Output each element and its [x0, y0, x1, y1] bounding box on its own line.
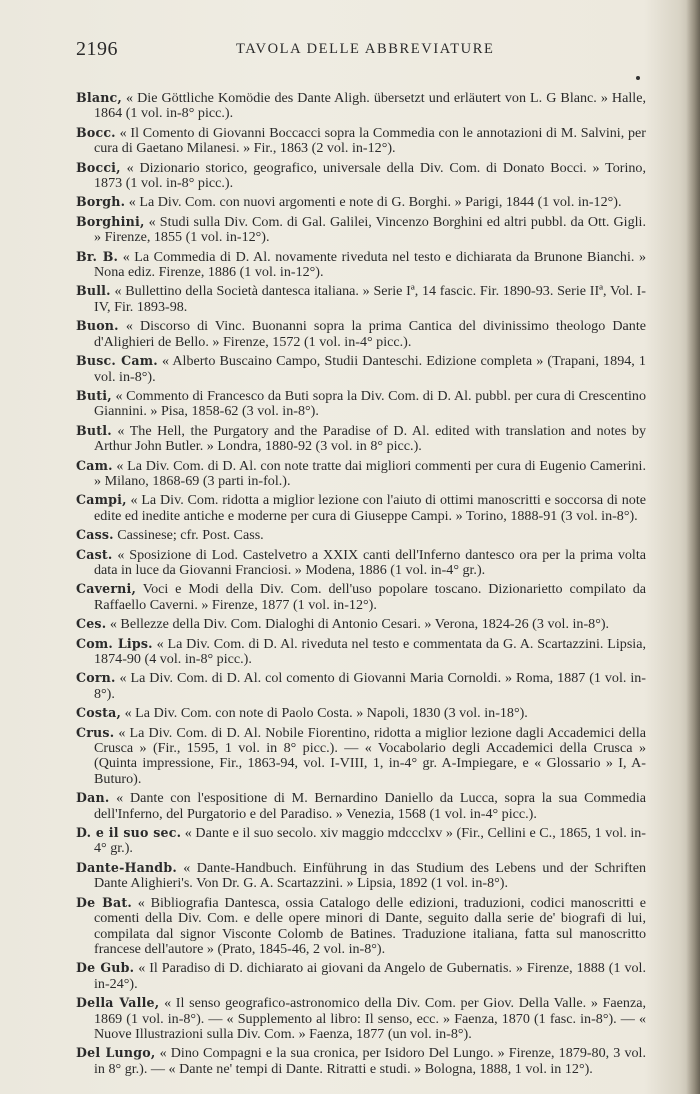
abbreviation-entry	[76, 527, 646, 543]
abbreviation-term: Blanc,	[76, 90, 122, 105]
abbreviation-term: Com. Lips.	[76, 635, 153, 651]
abbreviation-definition: « Il Comento di Giovanni Boccacci sopra la Commedia con le annotazioni di M. Salvini, per cura di Gaetano Milanesi. » Fir., 1863 (2 vol. in-12°).	[94, 124, 646, 157]
abbreviation-term: Busc. Cam.	[76, 353, 158, 369]
abbreviation-definition: « Die Göttliche Komödie des Dante Aligh. übersetzt und erläutert von L. G Blanc. » Halle, 1864 (1 vol. in-8° picc.).	[94, 90, 646, 122]
abbreviation-definition: « Bibliografia Dantesca, ossia Catalogo delle edizioni, traduzioni, codici manoscritti e comenti della Div. Com. e delle opere minori di Dante, seguito dalla serie de' biografi di lui, compilata dal signor Visconte Colomb de Batines. Traduzione italiana, fatta sul manoscritto francese dell'autore » (Prato, 1845-46, 2 vol. in-8°).	[94, 894, 646, 957]
abbreviation-term: Bull.	[76, 283, 111, 299]
page-header	[76, 38, 646, 62]
abbreviation-entry	[76, 458, 646, 490]
abbreviation-definition: « Discorso di Vinc. Buonanni sopra la prima Cantica del divinissimo theologo Dante d'Alighieri de Bello. » Firenze, 1572 (1 vol. in-4° picc.).	[94, 318, 646, 350]
abbreviation-term: Della Valle,	[76, 995, 160, 1011]
abbreviation-entry	[76, 214, 646, 246]
abbreviation-definition: « Dante-Handbuch. Einführung in das Studium des Lebens und der Schriften Dante Alighieri's. Von Dr. G. A. Scartazzini. » Lipsia, 1892 (1 vol. in-8°).	[94, 859, 646, 892]
abbreviation-entry	[76, 960, 646, 992]
abbreviation-entry	[76, 636, 646, 668]
abbreviation-definition: « La Div. Com. ridotta a miglior lezione con l'aiuto di ottimi manoscritti e soccorsa di note edite ed inedite antiche e moderne per cura di Giuseppe Campi. » Torino, 1888-91 (3 vol. in-8°).	[94, 492, 646, 524]
abbreviation-term: Cam.	[76, 457, 113, 473]
abbreviation-term: Borgh.	[76, 194, 126, 210]
abbreviation-entry	[76, 790, 646, 822]
abbreviation-term: Del Lungo,	[76, 1045, 156, 1061]
abbreviation-definition: « La Div. Com. di D. Al. con note tratte dai migliori commenti per cura di Eugenio Camerini. » Milano, 1868-69 (3 parti in-fol.).	[94, 457, 646, 489]
abbreviation-entry	[76, 725, 646, 788]
abbreviation-entry	[76, 1045, 646, 1077]
running-title: TAVOLA DELLE ABBREVIATURE	[236, 41, 495, 57]
abbreviation-definition: Voci e Modi della Div. Com. dell'uso popolare toscano. Dizionarietto compilato da Raffaello Caverni. » Firenze, 1877 (1 vol. in-12°).	[94, 581, 647, 613]
abbreviation-definition: « Commento di Francesco da Buti sopra la Div. Com. di D. Al. pubbl. per cura di Crescentino Giannini. » Pisa, 1858-62 (3 vol. in-8°).	[94, 387, 646, 420]
abbreviation-definition: « Studi sulla Div. Com. di Gal. Galilei, Vincenzo Borghini ed altri pubbl. da Ott. Gigli. » Firenze, 1855 (1 vol. in-12°).	[94, 213, 646, 246]
abbreviation-entry	[76, 194, 646, 210]
abbreviation-term: Dan.	[76, 790, 110, 806]
abbreviation-entry	[76, 670, 646, 702]
abbreviation-term: Br. B.	[76, 248, 119, 264]
abbreviation-definition: « Dante con l'espositione di M. Bernardino Daniello da Lucca, sopra la sua Commedia dell'Inferno, del Purgatorio e del Paradiso. » Venezia, 1568 (1 vol. in-4° picc.).	[94, 790, 646, 822]
abbreviation-entry	[76, 249, 646, 281]
abbreviation-entry	[76, 125, 646, 157]
abbreviation-definition: « La Div. Com. di D. Al. Nobile Fiorentino, ridotta a miglior lezione dagli Accademici della Crusca » (Fir., 1595, 1 vol. in 8° picc.). — « Vocabolario degli Accademici della Crusca » (Quinta impressione, Fir., 1863-94, vol. I-VIII, 1, in-4° gr. A-Impiegare, e « Glossario » I, A-Buturo).	[94, 724, 646, 787]
abbreviation-definition: « Sposizione di Lod. Castelvetro a XXIX canti dell'Inferno dantesco ora per la prima volta data in luce da Giovanni Franciosi. » Modena, 1886 (1 vol. in-4° gr.).	[94, 546, 646, 578]
abbreviation-term: Campi,	[76, 492, 127, 508]
abbreviation-term: Bocc.	[76, 124, 116, 140]
abbreviation-entry	[76, 860, 646, 892]
abbreviation-list	[76, 90, 646, 1080]
abbreviation-entry	[76, 825, 646, 857]
abbreviation-term: Crus.	[76, 724, 115, 740]
abbreviation-definition: « The Hell, the Purgatory and the Paradise of D. Al. edited with translation and notes by Arthur John Butler. » Londra, 1880-92 (3 vol. in 8° picc.).	[94, 422, 646, 455]
abbreviation-definition: « Bullettino della Società dantesca italiana. » Serie Iª, 14 fascic. Fir. 1890-93. Serie IIª, Vol. I-IV, Fir. 1893-98.	[94, 283, 646, 315]
page-number: 2196	[76, 38, 118, 60]
abbreviation-term: Cass.	[76, 527, 114, 543]
abbreviation-term: Borghini,	[76, 213, 145, 229]
abbreviation-term: Corn.	[76, 670, 116, 686]
abbreviation-term: Cast.	[76, 546, 113, 562]
abbreviation-term: De Gub.	[76, 960, 135, 976]
abbreviation-definition: « Il senso geografico-astronomico della Div. Com. per Giov. Della Valle. » Faenza, 1869 (1 vol. in-8°). — « Supplemento al libro: Il senso, ecc. » Faenza, 1870 (1 fasc. in-8°). — « Nuove Illustrazioni sulla Div. Com. » Faenza, 1877 (un vol. in-8°).	[94, 995, 647, 1042]
abbreviation-term: Buti,	[76, 387, 112, 403]
abbreviation-definition: « La Div. Com. con nuovi argomenti e note di G. Borghi. » Parigi, 1844 (1 vol. in-12°).	[128, 194, 622, 211]
abbreviation-definition: « La Div. Com. di D. Al. col comento di Giovanni Maria Cornoldi. » Roma, 1887 (1 vol. in-8°).	[94, 670, 646, 702]
abbreviation-term: Butl.	[76, 422, 112, 438]
abbreviation-definition: « La Div. Com. di D. Al. riveduta nel testo e commentata da G. A. Scartazzini. Lipsia, 1874-90 (4 vol. in-8° picc.).	[94, 635, 646, 667]
abbreviation-definition: « Dizionario storico, geografico, universale della Div. Com. di Donato Bocci. » Torino, 1873 (1 vol. in-8° picc.).	[94, 159, 646, 192]
abbreviation-definition: « Il Paradiso di D. dichiarato ai giovani da Angelo de Gubernatis. » Firenze, 1888 (1 vol. in-24°).	[94, 960, 646, 992]
abbreviation-definition: « Alberto Buscaino Campo, Studii Danteschi. Edizione completa » (Trapani, 1894, 1 vol. in-8°).	[94, 353, 646, 385]
abbreviation-entry	[76, 318, 646, 350]
abbreviation-definition: « Dino Compagni e la sua cronica, per Isidoro Del Lungo. » Firenze, 1879-80, 3 vol. in 8° gr.). — « Dante ne' tempi di Dante. Ritratti e studi. » Bologna, 1888, 1 vol. in 12°).	[94, 1045, 646, 1077]
abbreviation-entry	[76, 283, 646, 315]
abbreviation-entry	[76, 895, 646, 958]
abbreviation-term: Dante-Handb.	[76, 859, 177, 875]
abbreviation-term: Caverni,	[76, 581, 137, 597]
abbreviation-term: D. e il suo sec.	[76, 825, 182, 841]
abbreviation-definition: Cassinese; cfr. Post. Cass.	[117, 527, 264, 544]
abbreviation-term: Costa,	[76, 705, 122, 721]
abbreviation-entry	[76, 547, 646, 579]
abbreviation-term: De Bat.	[76, 894, 132, 910]
abbreviation-entry	[76, 160, 646, 192]
abbreviation-entry	[76, 581, 646, 613]
abbreviation-definition: « Dante e il suo secolo. xiv maggio mdccclxv » (Fir., Cellini e C., 1865, 1 vol. in-4° gr.).	[94, 825, 646, 857]
abbreviation-entry	[76, 353, 646, 385]
abbreviation-entry	[76, 995, 646, 1042]
abbreviation-definition: « La Div. Com. con note di Paolo Costa. » Napoli, 1830 (3 vol. in-18°).	[124, 705, 528, 722]
abbreviation-entry	[76, 388, 646, 420]
abbreviation-term: Buon.	[76, 318, 119, 334]
abbreviation-definition: « La Commedia di D. Al. novamente riveduta nel testo e dichiarata da Brunone Bianchi. » Nona ediz. Firenze, 1886 (1 vol. in-12°).	[94, 248, 646, 281]
abbreviation-definition: « Bellezze della Div. Com. Dialoghi di Antonio Cesari. » Verona, 1824-26 (3 vol. in-8°).	[109, 616, 610, 633]
abbreviation-term: Bocci,	[76, 159, 121, 175]
abbreviation-entry	[76, 705, 646, 721]
abbreviation-entry	[76, 90, 646, 122]
page-spine-shadow	[686, 0, 700, 1094]
abbreviation-entry	[76, 423, 646, 455]
abbreviation-entry	[76, 492, 646, 524]
abbreviation-entry	[76, 616, 646, 632]
abbreviation-term: Ces.	[76, 616, 107, 632]
printer-mark	[636, 76, 640, 80]
